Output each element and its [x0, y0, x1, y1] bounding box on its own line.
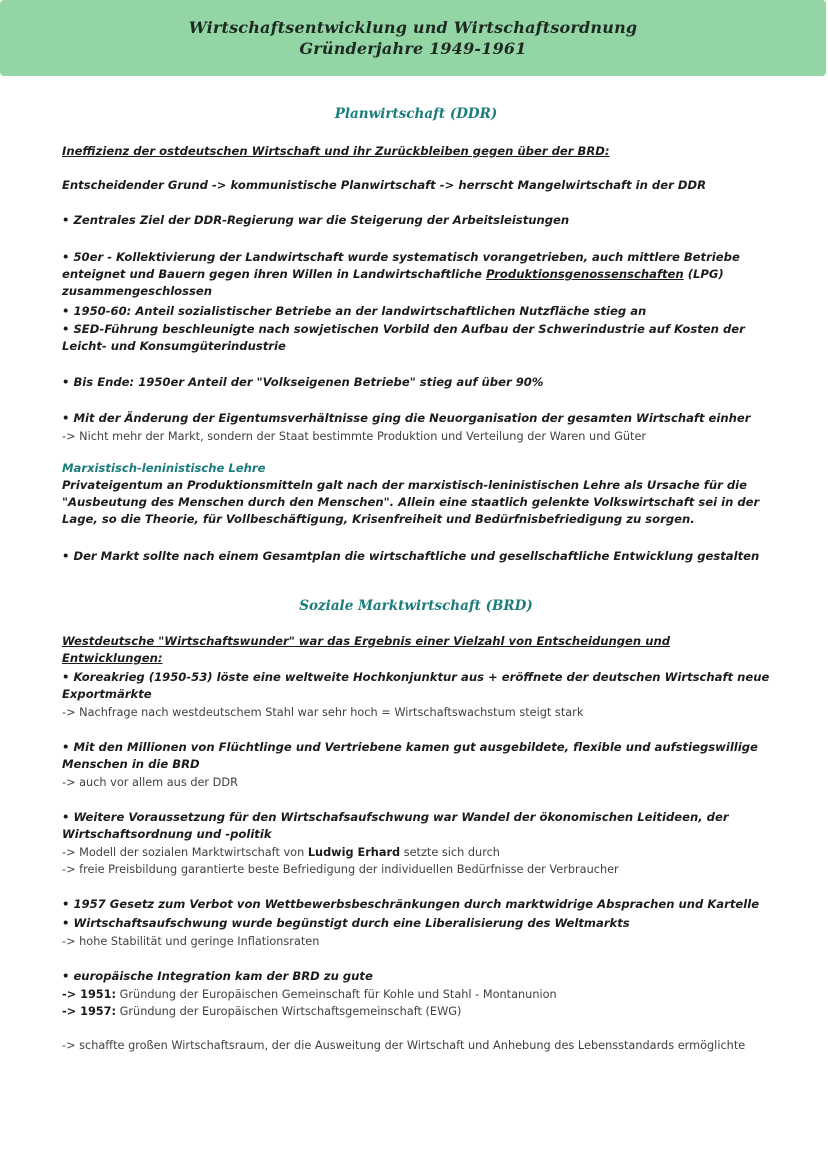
marx-text: Privateigentum an Produktionsmitteln galt nach der marxistisch-leninistischen Lehre als Ursache für die "Ausbeutung des Menschen durch den Menschen". Allein eine staatlich gelenkte Volkswirtschaft sei in der Lage, so die Theorie, für Vollbeschäftigung, Krisenfreiheit und Bedürfnisbefriedigung zu sorgen. [62, 478, 760, 526]
brd-bullet-5-note: -> hohe Stabilität und geringe Inflationsraten [62, 935, 320, 948]
ddr-section-title: Planwirtschaft (DDR) [334, 106, 498, 122]
marx-heading: Marxistisch-leninistische Lehre [62, 461, 266, 475]
year-1951: -> 1951: [62, 988, 117, 1001]
brd-bullet-3-note-1 [62, 844, 770, 861]
title-banner [0, 0, 826, 76]
brd-section-title: Soziale Marktwirtschaft (BRD) [299, 598, 533, 614]
brd-note-text: -> Modell der sozialen Marktwirtschaft von [62, 846, 308, 859]
brd-heading: Westdeutsche "Wirtschaftswunder" war das Ergebnis einer Vielzahl von Entscheidungen und Entwicklungen: [62, 634, 671, 665]
ddr-bullet-1: • Zentrales Ziel der DDR-Regierung war die Steigerung der Arbeitsleistungen [62, 213, 570, 227]
brd-bullet-4: • 1957 Gesetz zum Verbot von Wettbewerbsbeschränkungen durch marktwidrige Absprachen und Kartelle [62, 897, 760, 911]
document-title: Wirtschaftsentwicklung und Wirtschaftsordnung [188, 18, 638, 37]
ddr-heading: Ineffizienz der ostdeutschen Wirtschaft und ihr Zurückbleiben gegen über der BRD: [62, 144, 610, 158]
brd-bullet-3-note-2: -> freie Preisbildung garantierte beste Befriedigung der individuellen Bedürfnisse der Verbraucher [62, 863, 619, 876]
ddr-bullet-4: • SED-Führung beschleunigte nach sowjetischen Vorbild den Aufbau der Schwerindustrie auf Kosten der Leicht- und Konsumgüterindustrie [62, 322, 745, 353]
erhard-name: Ludwig Erhard [307, 846, 401, 859]
ddr-reason: Entscheidender Grund -> kommunistische Planwirtschaft -> herrscht Mangelwirtschaft in der DDR [62, 178, 707, 192]
brd-final-note: -> schaffte großen Wirtschaftsraum, der die Ausweitung der Wirtschaft und Anhebung des Lebensstandards ermöglichte [62, 1039, 746, 1052]
brd-bullet-1: • Koreakrieg (1950-53) löste eine weltweite Hochkonjunktur aus + eröffnete der deutschen Wirtschaft neue Exportmärkte [62, 670, 770, 701]
ddr-bullet-6: • Mit der Änderung der Eigentumsverhältnisse ging die Neuorganisation der gesamten Wirtschaft einher [62, 411, 751, 425]
brd-bullet-5: • Wirtschaftsaufschwung wurde begünstigt durch eine Liberalisierung des Weltmarkts [62, 916, 630, 930]
note-1957-text: Gründung der Europäischen Wirtschaftsgemeinschaft (EWG) [116, 1005, 462, 1018]
ddr-bullet-2-text: • 50er - Kollektivierung der Landwirtschaft wurde systematisch vorangetrieben, auch mittlere Betriebe enteignet und Bauern gegen ihren Willen in Landwirtschaftliche [62, 250, 740, 281]
ddr-bullet-7: • Der Markt sollte nach einem Gesamtplan die wirtschaftliche und gesellschaftliche Entwicklung gestalten [62, 549, 760, 563]
note-1951-text: Gründung der Europäischen Gemeinschaft für Kohle und Stahl - Montanunion [116, 988, 557, 1001]
ddr-bullet-5: • Bis Ende: 1950er Anteil der "Volkseigenen Betriebe" stieg auf über 90% [62, 375, 544, 389]
brd-bullet-2: • Mit den Millionen von Flüchtlinge und Vertriebene kamen gut ausgebildete, flexible und aufstiegswillige Menschen in die BRD [62, 740, 758, 771]
brd-bullet-1-note: -> Nachfrage nach westdeutschem Stahl war sehr hoch = Wirtschaftswachstum steigt stark [62, 706, 584, 719]
document-subtitle: Gründerjahre 1949-1961 [299, 39, 527, 58]
ddr-bullet-3: • 1950-60: Anteil sozialistischer Betriebe an der landwirtschaftlichen Nutzfläche stieg an [62, 304, 647, 318]
brd-bullet-6: • europäische Integration kam der BRD zu gute [62, 969, 373, 983]
brd-bullet-6-note-1 [62, 986, 770, 1003]
brd-bullet-6-note-2 [62, 1003, 770, 1020]
ddr-bullet-2-underlined: Produktionsgenossenschaften [486, 267, 684, 281]
year-1957: -> 1957: [62, 1005, 117, 1018]
brd-bullet-2-note: -> auch vor allem aus der DDR [62, 776, 238, 789]
ddr-bullet-2-end: (LPG) zusammengeschlossen [62, 267, 724, 298]
brd-note-text-end: setzte sich durch [400, 846, 500, 859]
ddr-bullet-2 [62, 249, 770, 300]
ddr-bullet-6-note: -> Nicht mehr der Markt, sondern der Staat bestimmte Produktion und Verteilung der Waren und Güter [62, 430, 647, 443]
brd-bullet-3: • Weitere Voraussetzung für den Wirtschafsaufschwung war Wandel der ökonomischen Leitideen, der Wirtschaftsordnung und -politik [62, 810, 729, 841]
